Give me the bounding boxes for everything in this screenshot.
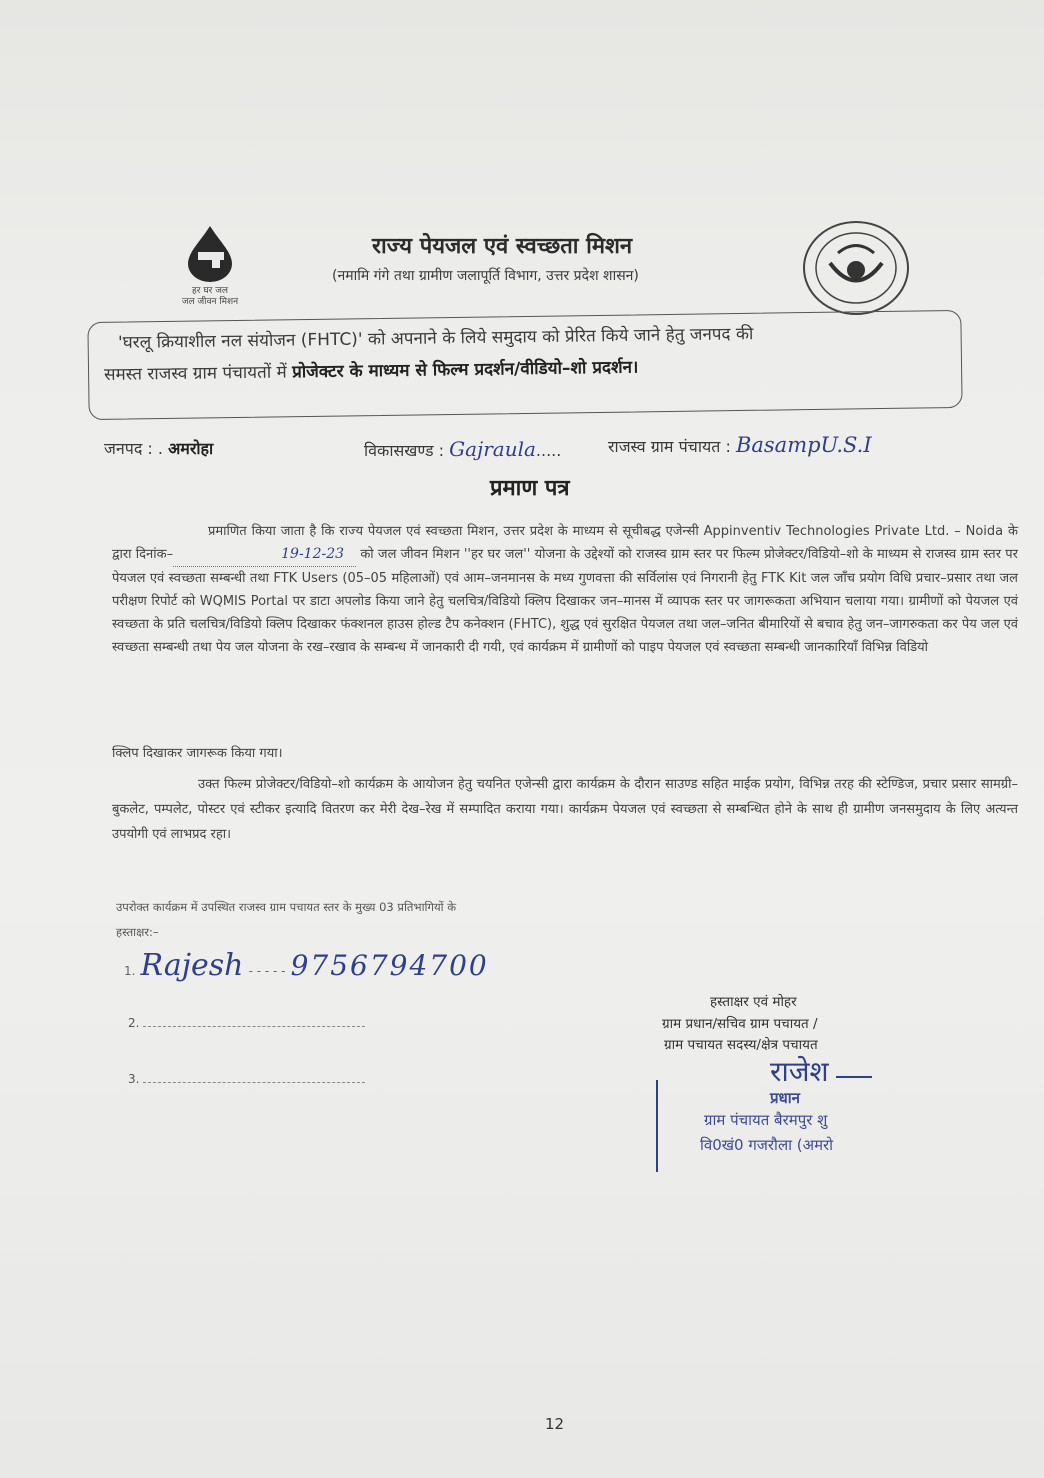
certificate-paragraph-2: उक्त फिल्म प्रोजेक्टर/विडियो–शो कार्यक्रम के आयोजन हेतु चयनित एजेन्सी द्वारा कार्यक्रम के दौरान साउण्ड सहित माईक प्रयोग, विभिन्न तरह की स्टेण्डिज, प्रचार प्रसार सामग्री–बुकलेट, पम्पलेट, पोस्टर एवं स्टीकर इत्यादि वितरण कर मेरी देख–रेख में सम्पादित कराया गया। कार्यक्रम पेयजल एवं स्वच्छता से सम्बन्धित होने के साथ ही ग्रामीण जनसमुदाय के लिए अत्यन्त उपयोगी एवं लाभप्रद रहा। <box>112 777 1018 842</box>
stamp-block: वि0खं0 गजरौला (अमरो <box>700 1136 834 1154</box>
certificate-title: प्रमाण पत्र <box>490 476 570 501</box>
block-dots: ..... <box>535 441 562 460</box>
participant-3-line <box>128 1072 365 1086</box>
participant-1: 1. Rajesh - - - - - 9756794700 <box>124 948 489 983</box>
banner-line-2-plain: समस्त राजस्व ग्राम पंचायतों में <box>103 362 293 385</box>
participants-intro-2: हस्ताक्षर:– <box>116 925 159 939</box>
pradhan-signature: राजेश <box>770 1055 829 1088</box>
participant-2-number: 2. <box>128 1016 140 1030</box>
emblem-icon <box>800 218 912 318</box>
header-title: राज्य पेयजल एवं स्वच्छता मिशन <box>372 234 633 259</box>
para1-part-a: प्रमाणित किया जाता है कि राज्य पेयजल एवं स्वच्छता मिशन, उत्तर प्रदेश के माध्यम से सूचीबद्ध एजेन्सी Appinventiv Technologies Private Ltd. – Noida के द्वारा दिनांक– <box>112 524 1018 562</box>
signature-seal-label: हस्ताक्षर एवं मोहर <box>710 994 797 1010</box>
participants-intro: उपरोक्त कार्यक्रम में उपस्थित राजस्व ग्राम पचायत स्तर के मुख्य 03 प्रतिभागियों के <box>116 900 457 914</box>
banner-line-2-bold: प्रोजेक्टर के माध्यम से फिल्म प्रदर्शन/वीडियो–शो प्रदर्शन। <box>292 357 639 383</box>
participant-1-phone: 9756794700 <box>290 949 489 982</box>
program-date: 19-12-23 <box>173 543 356 567</box>
certificate-paragraph-1 <box>112 520 1018 659</box>
har-ghar-jal-logo <box>160 222 260 318</box>
participant-2-line <box>128 1016 365 1030</box>
gp-value: BasampU.S.I <box>735 433 872 457</box>
district-label: जनपद : . <box>104 439 169 458</box>
signatory-designation-1: ग्राम प्रधान/सचिव ग्राम पचायत / <box>662 1016 818 1032</box>
logo-caption-1: हर घर जल <box>192 286 228 296</box>
signatory-designation-2: ग्राम पचायत सदस्य/क्षेत्र पचायत <box>664 1037 818 1053</box>
stamp-panchayat: ग्राम पंचायत बैरमपुर शु <box>704 1111 828 1129</box>
stamp-designation: प्रधान <box>770 1089 800 1107</box>
participant-1-name: Rajesh <box>140 948 244 983</box>
page-number: 12 <box>545 1415 565 1433</box>
header-subtitle: (नमामि गंगे तथा ग्रामीण जलापूर्ति विभाग, उत्तर प्रदेश शासन) <box>332 268 639 284</box>
district-value: अमरोहा <box>168 439 214 458</box>
banner-line-1: 'घरलू क्रियाशील नल संयोजन (FHTC)' को अपनाने के लिये समुदाय को प्रेरित किये जाने हेतु जनपद की <box>117 324 754 353</box>
certificate-paragraph-1-end: क्लिप दिखाकर जागरूक किया गया। <box>112 746 283 761</box>
block-label: विकासखण्ड : <box>364 441 445 460</box>
water-drop-icon <box>160 222 260 282</box>
block-value: Gajraula <box>449 437 536 461</box>
participant-3-number: 3. <box>128 1072 140 1086</box>
stamp-border-line <box>656 1080 658 1172</box>
participant-1-number: 1. <box>124 964 136 978</box>
up-government-emblem <box>800 218 912 318</box>
block-field <box>364 437 561 461</box>
signature-underline <box>836 1076 872 1078</box>
gram-panchayat-field <box>608 433 872 457</box>
para1-part-b: को जल जीवन मिशन ''हर घर जल'' योजना के उद्देश्यों को राजस्व ग्राम स्तर पर फिल्म प्रोजेक्टर/विडियो–शो के माध्यम से राजस्व ग्राम स्तर पर पेयजल एवं स्वच्छता सम्बन्धी तथा FTK Users (05–05 महिलाओं) एवं आम–जनमानस के मध्य गुणवत्ता की सर्विलांस एवं निगरानी हेतु FTK Kit जल जाँच प्रयोग विधि प्रचार–प्रसार तथा जल परीक्षण रिपोर्ट को WQMIS Portal पर डाटा अपलोड किया जाने हेतु चलचित्र/विडियो क्लिप दिखाकर जन–मानस में व्यापक स्तर पर जागरूकता अभियान चलाया गया। ग्रामीणों को पेयजल एवं स्वच्छता के प्रति चलचित्र/विडियो क्लिप दिखाकर फंक्शनल हाउस होल्ड टैप कनेक्शन (FHTC), शुद्ध एवं सुरक्षित पेयजल तथा जल–जनित बीमारियों से बचाव हेतु जन–जागरुकता कर पेय जल एवं स्वच्छता सम्बन्धी तथा पेय जल योजना के रख–रखाव के सम्बन्ध में जानकारी दी गयी, एवं कार्यक्रम में ग्रामीणों को पाइप पेयजल एवं स्वच्छता सम्बन्धी जानकारियाँ विभिन्न विडियो <box>112 547 1018 655</box>
logo-caption-2: जल जीवन मिशन <box>181 297 239 307</box>
gp-label: राजस्व ग्राम पंचायत : <box>608 437 731 456</box>
district-field <box>104 437 213 459</box>
